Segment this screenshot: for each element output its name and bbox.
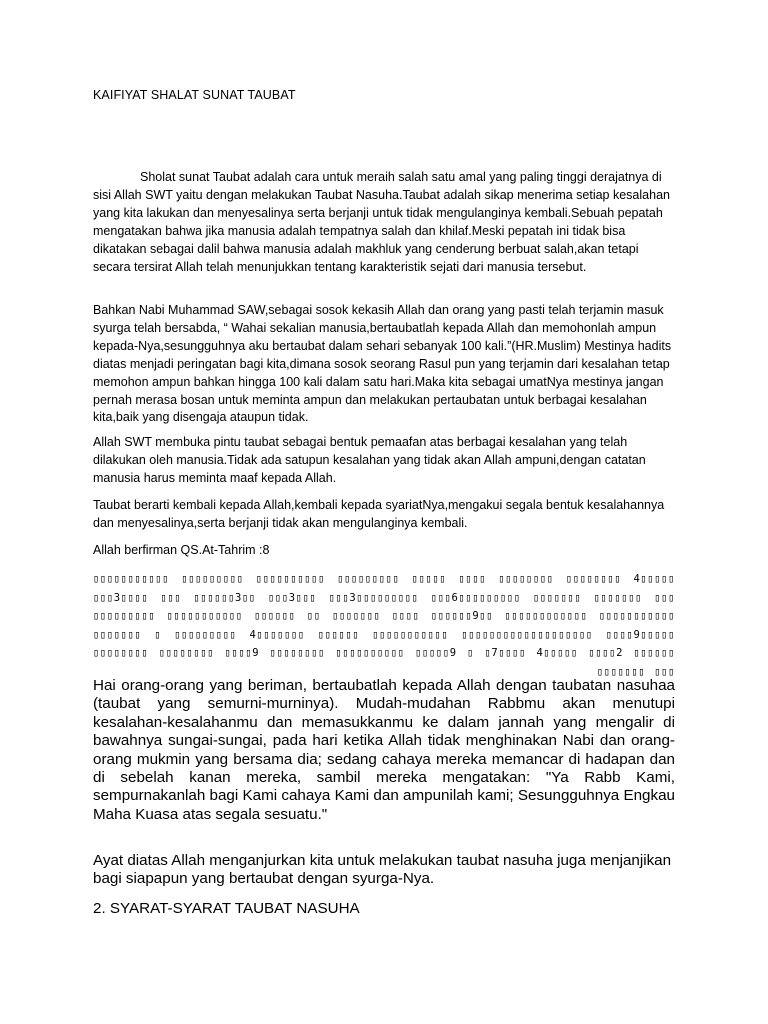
paragraph-hadith: Bahkan Nabi Muhammad SAW,sebagai sosok kekasih Allah dan orang yang pasti telah terjamin masuk syurga telah bersabda, “ Wahai sekalian manusia,bertaubatlah kepada Allah dan memohonlah ampun kepada-Nya,sesungguhnya aku bertaubat dalam sehari sebanyak 100 kali.”(HR.Muslim) Mestinya hadits diatas menjadi peringatan bagi kita,dimana sosok seorang Rasul pun yang terjamin dari kesalahan tetap memohon ampun bahkan hingga 100 kali dalam satu hari.Maka kita sebagai umatNya mestinya jangan pernah merasa bosan untuk meminta ampun dan melakukan pertaubatan untuk berbagai kesalahan kita,baik yang disengaja ataupun tidak. <box>93 303 672 425</box>
arabic-verse-placeholder: ▯▯▯▯▯▯▯▯▯▯▯ ▯▯▯▯▯▯▯▯▯ ▯▯▯▯▯▯▯▯▯▯ ▯▯▯▯▯▯▯▯▯ ▯▯▯▯▯ ▯▯▯▯ ▯▯▯▯▯▯▯▯ ▯▯▯▯▯▯▯▯ 4▯▯▯▯▯ ▯▯▯3▯▯▯▯ ▯▯▯ ▯▯▯▯▯▯3▯▯ ▯▯▯3▯▯▯ ▯▯▯3▯▯▯▯▯▯▯▯▯ ▯▯▯6▯▯▯▯▯▯▯▯▯ ▯▯▯▯▯▯▯ ▯▯▯▯▯▯▯ ▯▯▯ ▯▯▯▯▯▯▯▯▯ ▯▯▯▯▯▯▯▯▯▯▯ ▯▯▯▯▯▯ ▯▯ ▯▯▯▯▯▯▯ ▯▯▯▯ ▯▯▯▯▯▯9▯▯ ▯▯▯▯▯▯▯▯▯▯▯▯ ▯▯▯▯▯▯▯▯▯▯▯ ▯▯▯▯▯▯▯ ▯ ▯▯▯▯▯▯▯▯▯ 4▯▯▯▯▯▯▯ ▯▯▯▯▯▯ ▯▯▯▯▯▯▯▯▯▯▯ ▯▯▯▯▯▯▯▯▯▯▯▯▯▯▯▯▯▯▯ ▯▯▯▯9▯▯▯▯▯ ▯▯▯▯▯▯▯▯ ▯▯▯▯▯▯▯▯ ▯▯▯▯9 ▯▯▯▯▯▯▯▯ ▯▯▯▯▯▯▯▯▯▯ ▯▯▯▯▯9 ▯ ▯7▯▯▯▯ 4▯▯▯▯▯ ▯▯▯▯2 ▯▯▯▯▯▯ ▯▯▯▯▯▯▯ ▯▯▯ <box>93 573 675 678</box>
paragraph-intro <box>93 169 675 276</box>
paragraph-taubat-meaning: Taubat berarti kembali kepada Allah,kembali kepada syariatNya,mengakui segala bentuk kesalahannya dan menyesalinya,serta berjanji tidak akan mengulanginya kembali. <box>93 498 665 530</box>
paragraph-quran-reference: Allah berfirman QS.At-Tahrim :8 <box>93 543 270 557</box>
document-title: KAIFIYAT SHALAT SUNAT TAUBAT <box>93 88 296 102</box>
paragraph-taubat-door: Allah SWT membuka pintu taubat sebagai bentuk pemaafan atas berbagai kesalahan yang telah dilakukan oleh manusia.Tidak ada satupun kesalahan yang tidak akan Allah ampuni,dengan catatan manusia harus meminta maaf kepada Allah. <box>93 435 646 485</box>
section-heading: 2. SYARAT-SYARAT TAUBAT NASUHA <box>93 900 360 917</box>
verse-translation: Hai orang-orang yang beriman, bertaubatlah kepada Allah dengan taubatan nasuhaa (taubat yang semurni-murninya). Mudah-mudahan Rabbmu akan menutupi kesalahan-kesalahanmu dan memasukkanmu ke dalam jannah yang mengalir di bawahnya sungai-sungai, pada hari ketika Allah tidak menghinakan Nabi dan orang-orang mukmin yang bersama dia; sedang cahaya mereka memancar di hadapan dan di sebelah kanan mereka, sambil mereka mengatakan: "Ya Rabb Kami, sempurnakanlah bagi Kami cahaya Kami dan ampunilah kami; Sesungguhnya Engkau Maha Kuasa atas segala sesuatu." <box>93 677 675 823</box>
paragraph-intro-text: Sholat sunat Taubat adalah cara untuk meraih salah satu amal yang paling tinggi derajatnya di sisi Allah SWT yaitu dengan melakukan Taubat Nasuha.Taubat adalah sikap menerima setiap kesalahan yang kita lakukan dan menyesalinya serta berjanji untuk tidak mengulanginya kembali.Sebuah pepatah mengatakan bahwa jika manusia adalah tempatnya salah dan khilaf.Meski pepatah ini tidak bisa dikatakan sebagai dalil bahwa manusia adalah makhluk yang cenderung berbuat salah,akan tetapi secara tersirat Allah telah menunjukkan tentang karakteristik sejati dari manusia tersebut. <box>93 170 670 274</box>
paragraph-closing: Ayat diatas Allah menganjurkan kita untuk melakukan taubat nasuha juga menjanjikan bagi siapapun yang bertaubat dengan syurga-Nya. <box>93 852 672 888</box>
